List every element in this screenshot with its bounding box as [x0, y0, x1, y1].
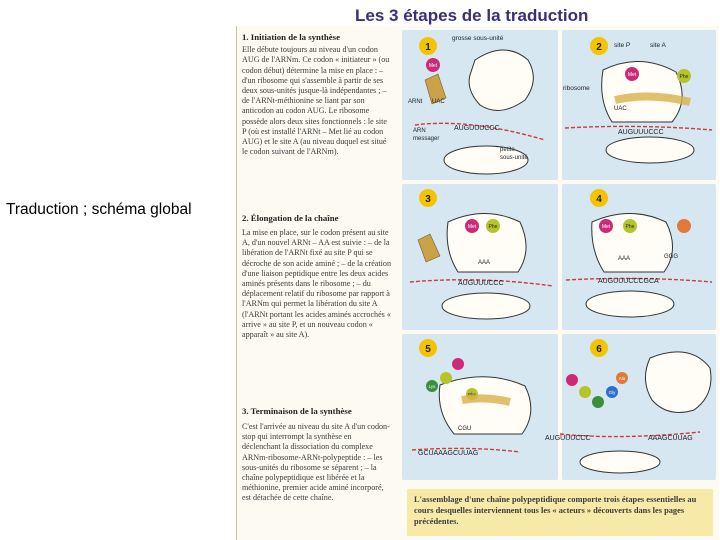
- panel-number: 4: [596, 194, 602, 205]
- mrna-sequence: AUGUUUCCC: [618, 129, 664, 136]
- amino-acid-label: Met: [428, 63, 438, 69]
- amino-acid-label: Phe: [679, 74, 689, 80]
- panel-number: 3: [425, 194, 431, 205]
- mrna-sequence: AUGUUUCCC: [545, 435, 591, 442]
- large-subunit-shape: [645, 352, 711, 413]
- section-heading-elongation: 2. Élongation de la chaîne: [242, 213, 339, 223]
- small-subunit-shape: [586, 291, 674, 317]
- phe-amino-acid: [579, 386, 591, 398]
- small-subunit-label-2: sous-unité: [500, 155, 528, 161]
- section-body-termination: C'est l'arrivée au niveau du site A d'un codon-stop qui interrompt la synthèse en déclenchant la dissociation du complexe ARNm-ribosome-ARNt-polypeptide : – les sous-unités du ribosome se séparent ; – la chaîne polypeptidique est libérée et la méthionine, premier acide aminé incorporé, est détachée de cette chaîne.: [242, 422, 390, 503]
- site-a-label: site A: [650, 42, 666, 49]
- figure-panel-2: [563, 37, 712, 163]
- trna-leaving: [418, 234, 440, 262]
- mrna-sequence: AUGUUUCCCGCA: [598, 278, 659, 285]
- figure-panel-6: [545, 339, 711, 473]
- phe-amino-acid: [440, 372, 452, 384]
- met-amino-acid: [452, 358, 464, 370]
- site-p-label: site P: [614, 42, 631, 49]
- amino-acid-label: Lys: [428, 384, 436, 389]
- panel-number: 6: [596, 344, 602, 355]
- mrna-sequence-end: AAAGCUUAG: [648, 435, 693, 442]
- amino-acid-label: Phe: [467, 392, 477, 397]
- large-subunit-label: grosse sous-unité: [452, 35, 504, 42]
- section-heading-initiation: 1. Initiation de la synthèse: [242, 32, 340, 42]
- small-subunit-shape: [442, 293, 530, 319]
- panel-number: 1: [425, 42, 431, 53]
- anticodon-label: CGU: [458, 426, 472, 432]
- caption-text: L'assemblage d'une chaîne polypeptidique comporte trois étapes essentielles au cours desquelles interviennent tous les « acteurs » découverts dans les pages précédentes.: [414, 495, 697, 526]
- anticodon-label: AAA: [618, 256, 631, 262]
- anticodon-label: UAC: [614, 106, 627, 112]
- amino-acid-label: Phe: [625, 224, 635, 230]
- ribosome-shape: [602, 61, 682, 122]
- ribosome-shape: [439, 377, 531, 434]
- trna-label: ARNt: [408, 99, 423, 105]
- mrna-label-2: messager: [413, 136, 440, 142]
- trna-pair: [462, 398, 510, 402]
- small-subunit-shape: [606, 137, 694, 163]
- figure-panel-5: [412, 339, 531, 457]
- anticodon-label: GGG: [664, 254, 679, 260]
- amino-acid-label: Gly: [608, 390, 616, 395]
- amino-acid-label: Phe: [488, 224, 498, 230]
- incoming-amino-acid: [677, 219, 691, 233]
- panel-number: 5: [425, 344, 431, 355]
- slide-side-caption: Traduction ; schéma global: [6, 201, 192, 218]
- section-body-initiation: Elle débute toujours au niveau d'un codon AUG de l'ARNm. Ce codon « initiateur » (ou codon début) détermine la mise en place : – d'un ribosome qui s'assemble à partir de ses deux sous-unités jusque-là indépendantes ; – de l'ARNt-méthionine se liant par son anticodon au codon AUG. Le ribosome possède alors deux sites fonctionnels : le site P (où est installé l'ARNt – Met lié au codon AUG) et le site A (au niveau duquel est situé le codon suivant de l'ARNm).: [242, 45, 390, 157]
- anticodon-label: AAA: [478, 260, 491, 266]
- ribosome-label: ribosome: [563, 85, 590, 92]
- slide-title: Les 3 étapes de la traduction: [355, 6, 589, 25]
- amino-acid-label: Met: [627, 72, 637, 78]
- amino-acid-label: Met: [467, 224, 477, 230]
- lys-amino-acid: [592, 396, 604, 408]
- met-amino-acid: [566, 374, 578, 386]
- mrna-sequence: AUGUUUCCC: [454, 125, 500, 132]
- section-body-elongation: La mise en place, sur le codon présent au site A, d'un nouvel ARNt – AA est suivie : – de la libération de l'ARNt fixé au site P qui se décroche de son acide aminé ; – de la création d'une liaison peptidique entre les deux acides aminés présents dans le ribosome ; – du déplacement relatif du ribosome par rapport à l'ARNm qui permet la libération du site A (l'ARNt portant les acides aminés accrochés « arrive » au site P, et un nouveau codon « apparaît » au site A).: [242, 228, 391, 340]
- panel-number: 2: [596, 42, 602, 53]
- mrna-sequence: GCUAAAGCUUAG: [418, 450, 479, 457]
- section-heading-termination: 3. Terminaison de la synthèse: [242, 406, 352, 416]
- mrna-label-1: ARN: [413, 128, 426, 134]
- anticodon-label: UAC: [432, 99, 445, 105]
- figure-panel-3: [410, 189, 553, 319]
- small-subunit-shape: [580, 451, 660, 473]
- large-subunit-shape: [469, 50, 533, 110]
- figure-panel-1: [408, 35, 545, 174]
- small-subunit-label-1: petite: [500, 147, 515, 153]
- figure-panel-4: [566, 189, 712, 317]
- amino-acid-label: Met: [601, 224, 611, 230]
- amino-acid-label: Ala: [618, 376, 626, 381]
- mrna-sequence: AUGUUUCCC: [458, 280, 504, 287]
